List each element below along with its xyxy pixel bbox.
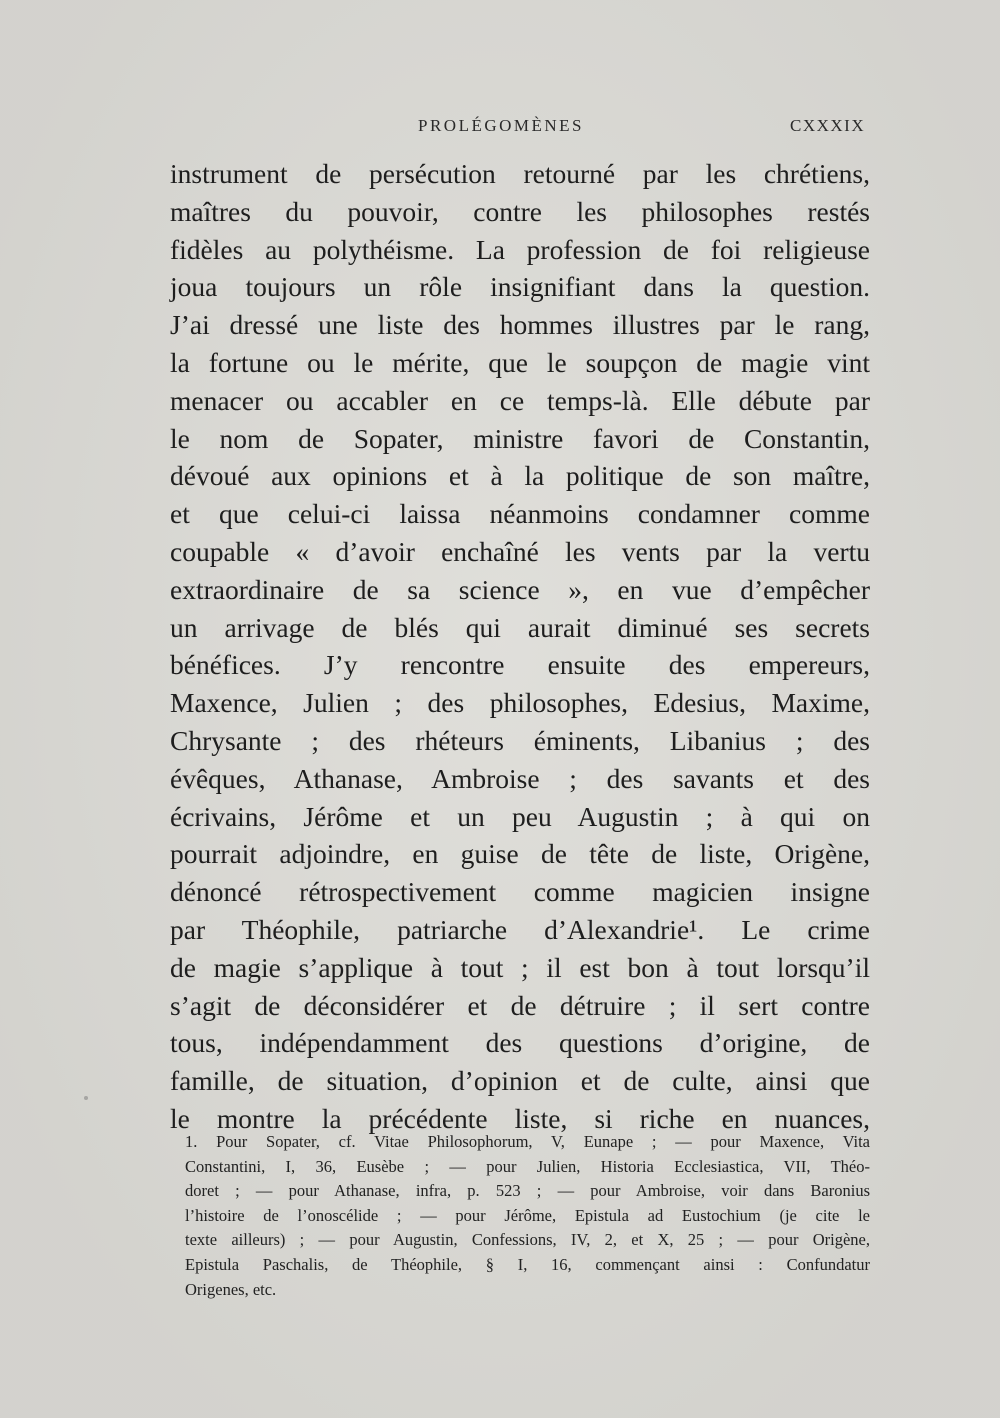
text-line: évêques, Athanase, Ambroise ; des savants et des: [170, 762, 870, 794]
text-line: de magie s’applique à tout ; il est bon à tout lorsqu’il: [170, 951, 870, 983]
text-line: famille, de situation, d’opinion et de culte, ainsi que: [170, 1065, 870, 1097]
footnote-line: Origenes, etc.: [185, 1279, 277, 1299]
footnote-line: doret ; — pour Athanase, infra, p. 523 ; — pour Ambroise, voir dans Baronius: [185, 1181, 870, 1201]
footnote-line: 1. Pour Sopater, cf. Vitae Philosophorum, V, Eunape ; — pour Maxence, Vita: [185, 1132, 870, 1151]
text-line: dénoncé rétrospectivement comme magicien insigne: [170, 876, 870, 908]
text-line: bénéfices. J’y rencontre ensuite des empereurs,: [170, 649, 870, 681]
text-line: tous, indépendamment des questions d’origine, de: [170, 1027, 870, 1059]
text-line: joua toujours un rôle insignifiant dans la question.: [170, 271, 870, 303]
text-line: la fortune ou le mérite, que le soupçon de magie vint: [170, 346, 870, 378]
footnote-line: Constantini, I, 36, Eusèbe ; — pour Julien, Historia Ecclesiastica, VII, Théo-: [185, 1156, 870, 1176]
page-number: CXXXIX: [790, 116, 866, 135]
text-line: par Théophile, patriarche d’Alexandrie¹. Le crime: [170, 913, 870, 945]
text-line: pourrait adjoindre, en guise de tête de liste, Origène,: [170, 838, 870, 870]
text-line: le nom de Sopater, ministre favori de Constantin,: [170, 422, 870, 454]
running-title: PROLÉGOMÈNES: [418, 116, 585, 135]
text-line: extraordinaire de sa science », en vue d’empêcher: [170, 573, 870, 605]
text-line: maîtres du pouvoir, contre les philosophes restés: [170, 195, 870, 227]
text-line: fidèles au polythéisme. La profession de foi religieuse: [170, 233, 870, 265]
text-line: Maxence, Julien ; des philosophes, Edesius, Maxime,: [170, 687, 870, 719]
footnote-line: texte ailleurs) ; — pour Augustin, Confessions, IV, 2, et X, 25 ; — pour Origène,: [185, 1230, 870, 1250]
text-line: dévoué aux opinions et à la politique de son maître,: [170, 460, 870, 492]
text-line: un arrivage de blés qui aurait diminué ses secrets: [170, 611, 870, 643]
text-line: et que celui-ci laissa néanmoins condamner comme: [170, 498, 870, 530]
text-line: le montre la précédente liste, si riche en nuances,: [170, 1102, 870, 1134]
text-line: écrivains, Jérôme et un peu Augustin ; à qui on: [170, 800, 870, 832]
ink-speck: [84, 1096, 88, 1100]
text-line: J’ai dressé une liste des hommes illustres par le rang,: [170, 309, 870, 341]
body-text: [170, 155, 870, 1138]
running-head: [0, 116, 1000, 146]
text-line: instrument de persécution retourné par les chrétiens,: [170, 158, 870, 189]
text-line: s’agit de déconsidérer et de détruire ; il sert contre: [170, 989, 870, 1021]
text-line: coupable « d’avoir enchaîné les vents par la vertu: [170, 535, 870, 567]
footnotes: [185, 1130, 870, 1302]
text-line: Chrysante ; des rhéteurs éminents, Libanius ; des: [170, 724, 870, 756]
footnote-line: l’histoire de l’onoscélide ; — pour Jérôme, Epistula ad Eustochium (je cite le: [185, 1205, 870, 1225]
text-line: menacer ou accabler en ce temps-là. Elle débute par: [170, 384, 870, 416]
footnote-line: Epistula Paschalis, de Théophile, § I, 16, commençant ainsi : Confundatur: [185, 1254, 870, 1274]
